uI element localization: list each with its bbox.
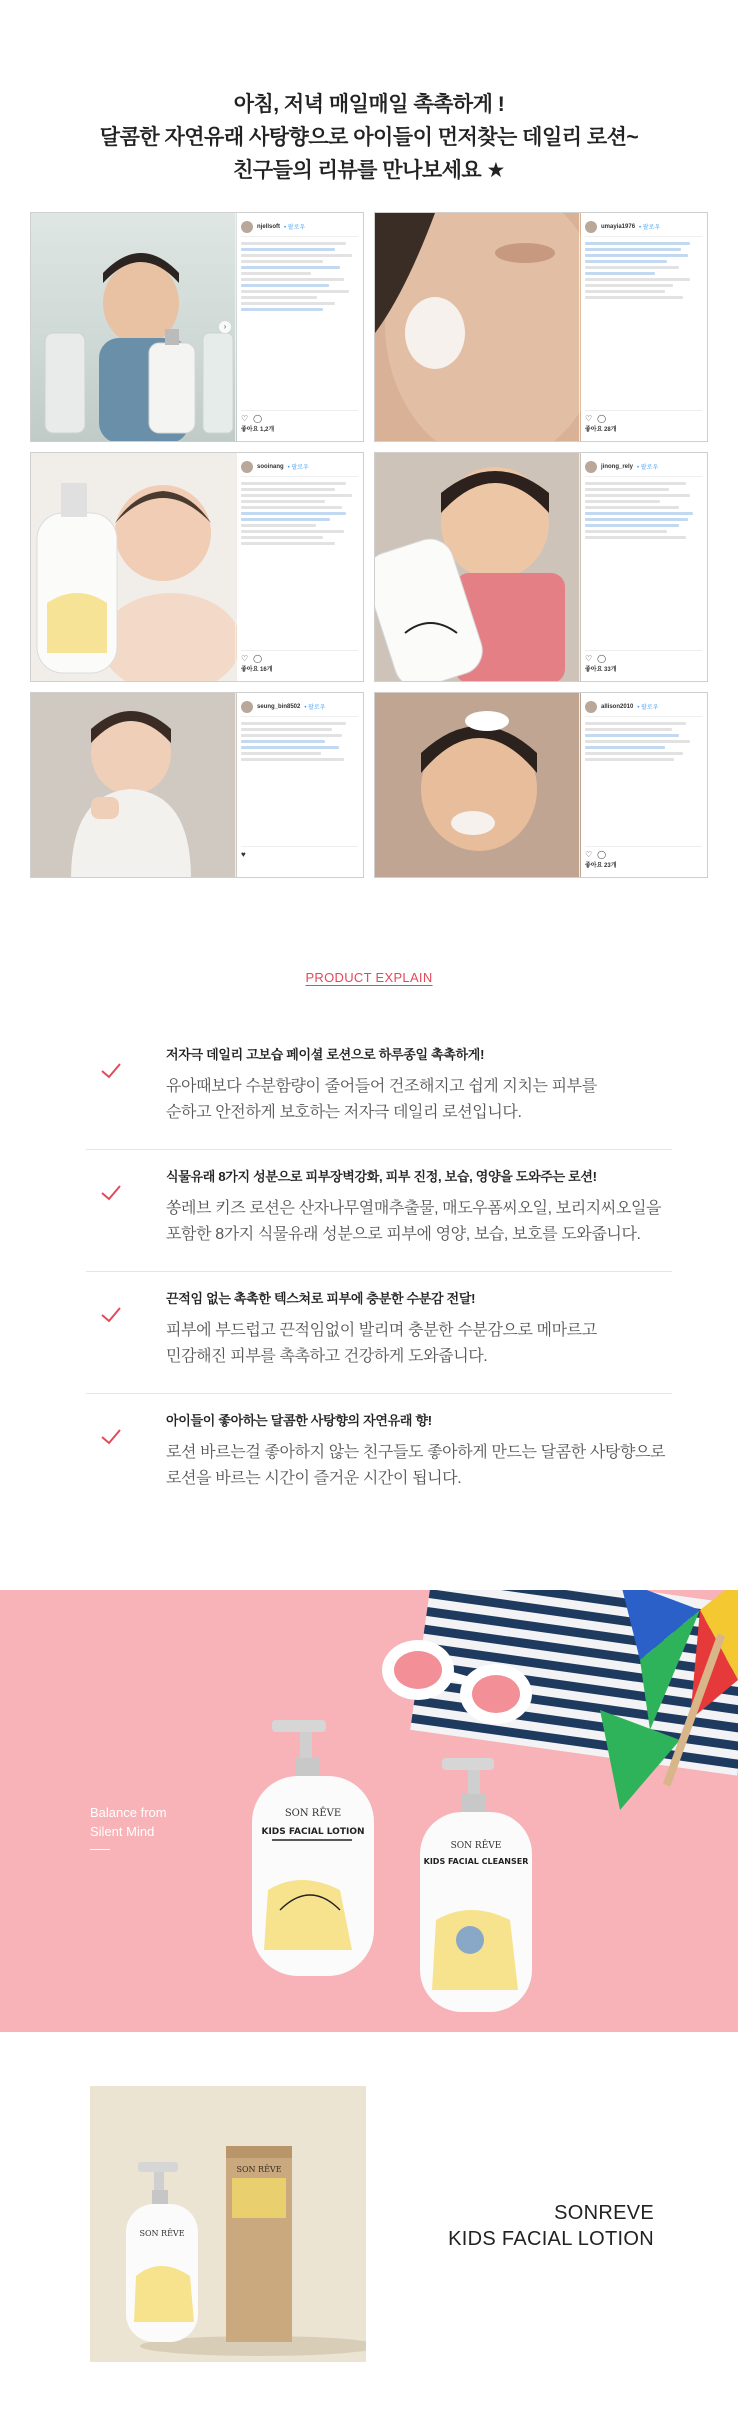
- product-with-box-photo: [90, 2086, 366, 2362]
- review-photo: [31, 453, 237, 681]
- username[interactable]: umayia1976: [601, 223, 636, 230]
- toddler-with-lotion-image: [375, 453, 581, 681]
- feature-item: [86, 1150, 672, 1272]
- feature-title: 저자극 데일리 고보습 페이셜 로션으로 하루종일 촉촉하게!: [166, 1047, 485, 1062]
- follow-link[interactable]: • 팔로우: [287, 465, 309, 471]
- review-photo: [31, 213, 237, 441]
- post-actions: [585, 846, 702, 859]
- feature-item: [86, 1394, 672, 1516]
- review-sidebar: [235, 693, 363, 877]
- feature-description: [166, 1196, 661, 1248]
- avatar[interactable]: [585, 461, 597, 473]
- post-actions: [241, 846, 358, 859]
- review-card[interactable]: [30, 212, 364, 442]
- comment-icon[interactable]: ◯: [253, 654, 263, 663]
- check-icon: [100, 1184, 122, 1202]
- feature-description-line: 순하고 안전하게 보호하는 저자극 데일리 로션입니다.: [166, 1104, 522, 1121]
- post-actions: [241, 410, 358, 423]
- review-photo: [375, 213, 581, 441]
- review-photo: [375, 693, 581, 877]
- bottle-label: KIDS FACIAL CLEANSER: [423, 1857, 529, 1866]
- banner-caption-line: Silent Mind: [90, 1824, 155, 1839]
- feature-description-line: 유아때보다 수분함량이 줄어들어 건조해지고 쉽게 지치는 피부를: [166, 1078, 597, 1095]
- bottle-brand: SON RÊVE: [139, 2229, 185, 2238]
- username[interactable]: allison2010: [601, 703, 634, 710]
- avatar[interactable]: [241, 221, 253, 233]
- bottle-brand: SON RÊVE: [450, 1841, 502, 1851]
- username[interactable]: jinong_rely: [601, 463, 634, 470]
- banner-caption-line: Balance from: [90, 1805, 167, 1820]
- bottle-brand: SON RÊVE: [284, 1808, 342, 1819]
- likes-count: 좋아요 1,2개: [241, 427, 275, 433]
- likes-count: 좋아요 33개: [585, 667, 617, 673]
- feature-description-line: 포함한 8가지 식물유래 성분으로 피부에 영양, 보습, 보호를 도와줍니다.: [166, 1226, 641, 1243]
- child-with-bottles-image: [31, 213, 237, 441]
- likes-count: 좋아요 16개: [241, 667, 273, 673]
- review-sidebar: [579, 453, 707, 681]
- check-icon: [100, 1428, 122, 1446]
- comment-icon[interactable]: ◯: [597, 654, 607, 663]
- product-banner: [0, 1590, 738, 2032]
- review-card[interactable]: [374, 452, 708, 682]
- avatar[interactable]: [585, 701, 597, 713]
- feature-description-line: 피부에 부드럽고 끈적임없이 발리며 충분한 수분감으로 메마르고: [166, 1322, 597, 1339]
- comment-icon[interactable]: ◯: [597, 850, 607, 859]
- product-brand: SONREVE: [554, 2202, 654, 2224]
- review-card[interactable]: [374, 692, 708, 878]
- review-card[interactable]: [374, 212, 708, 442]
- feature-title: 끈적임 없는 촉촉한 텍스쳐로 피부에 충분한 수분감 전달!: [166, 1291, 476, 1306]
- comment-icon[interactable]: ◯: [253, 414, 263, 423]
- check-icon: [100, 1306, 122, 1324]
- post-actions: [241, 650, 358, 663]
- heart-icon[interactable]: ♡: [585, 850, 593, 859]
- username[interactable]: seung_bin8502: [257, 703, 301, 710]
- follow-link[interactable]: • 팔로우: [304, 705, 326, 711]
- likes-count: 좋아요 23개: [585, 863, 617, 869]
- username[interactable]: sooinang: [257, 463, 284, 470]
- heart-icon[interactable]: ♡: [585, 414, 593, 423]
- bottle-label: KIDS FACIAL LOTION: [261, 1827, 365, 1837]
- feature-description-line: 쏭레브 키즈 로션은 산자나무열매추출물, 매도우폼씨오일, 보리지씨오일을: [166, 1200, 662, 1217]
- follow-link[interactable]: • 팔로우: [639, 225, 661, 231]
- product-title: KIDS FACIAL LOTION: [448, 2228, 654, 2250]
- box-brand: SON RÊVE: [236, 2165, 282, 2174]
- review-sidebar: [235, 453, 363, 681]
- heart-icon[interactable]: ♡: [241, 414, 249, 423]
- follow-link[interactable]: • 팔로우: [637, 465, 659, 471]
- feature-item: [86, 1028, 672, 1150]
- feature-description-line: 민감해진 피부를 촉촉하고 건강하게 도와줍니다.: [166, 1348, 488, 1365]
- caption-divider: [90, 1849, 110, 1850]
- headline-line-1: 아침, 저녁 매일매일 촉촉하게 !: [233, 93, 505, 116]
- next-arrow-icon[interactable]: ›: [219, 321, 231, 333]
- heart-icon[interactable]: ♥: [241, 850, 246, 859]
- child-in-bathrobe-image: [31, 693, 237, 877]
- feature-description-line: 로션을 바르는 시간이 즐거운 시간이 됩니다.: [166, 1470, 462, 1487]
- avatar[interactable]: [585, 221, 597, 233]
- product-name: [430, 2200, 654, 2252]
- feature-description: [166, 1074, 597, 1126]
- likes-count: 좋아요 28개: [585, 427, 617, 433]
- avatar[interactable]: [241, 461, 253, 473]
- heart-icon[interactable]: ♡: [585, 654, 593, 663]
- review-photo: [375, 453, 581, 681]
- post-actions: [585, 650, 702, 663]
- baby-with-lotion-image: [31, 453, 237, 681]
- comment-icon[interactable]: ◯: [597, 414, 607, 423]
- follow-link[interactable]: • 팔로우: [284, 225, 306, 231]
- feature-item: [86, 1272, 672, 1394]
- feature-description: [166, 1318, 597, 1370]
- heart-icon[interactable]: ♡: [241, 654, 249, 663]
- headline-line-2: 달콤한 자연유래 사탕향으로 아이들이 먼저찾는 데일리 로션~: [99, 126, 639, 149]
- boy-with-cream-image: [375, 693, 581, 877]
- review-sidebar: [579, 213, 707, 441]
- cheek-with-lotion-image: [375, 213, 581, 441]
- headline-line-3: 친구들의 리뷰를 만나보세요 ★: [233, 159, 505, 182]
- post-actions: [585, 410, 702, 423]
- feature-title: 식물유래 8가지 성분으로 피부장벽강화, 피부 진정, 보습, 영양을 도와주는 로션!: [166, 1169, 597, 1184]
- username[interactable]: njellsoft: [257, 223, 281, 230]
- cleanser-bottle: [420, 1758, 532, 2012]
- product-explain-title: PRODUCT EXPLAIN: [305, 970, 433, 985]
- review-photo: [31, 693, 237, 877]
- review-card[interactable]: [30, 692, 364, 878]
- review-sidebar: [235, 213, 363, 441]
- feature-description: [166, 1440, 665, 1492]
- banner-caption: [90, 1803, 167, 1850]
- feature-list: [86, 1028, 672, 1516]
- follow-link[interactable]: • 팔로우: [637, 705, 659, 711]
- feature-description-line: 로션 바르는걸 좋아하지 않는 친구들도 좋아하게 만드는 달콤한 사탕향으로: [166, 1444, 666, 1461]
- feature-title: 아이들이 좋아하는 달콤한 사탕향의 자연유래 향!: [166, 1413, 432, 1428]
- lotion-bottle: [252, 1720, 374, 1976]
- check-icon: [100, 1062, 122, 1080]
- review-sidebar: [579, 693, 707, 877]
- product-box-image: [90, 2086, 366, 2362]
- avatar[interactable]: [241, 701, 253, 713]
- headline: [0, 88, 738, 187]
- review-card[interactable]: [30, 452, 364, 682]
